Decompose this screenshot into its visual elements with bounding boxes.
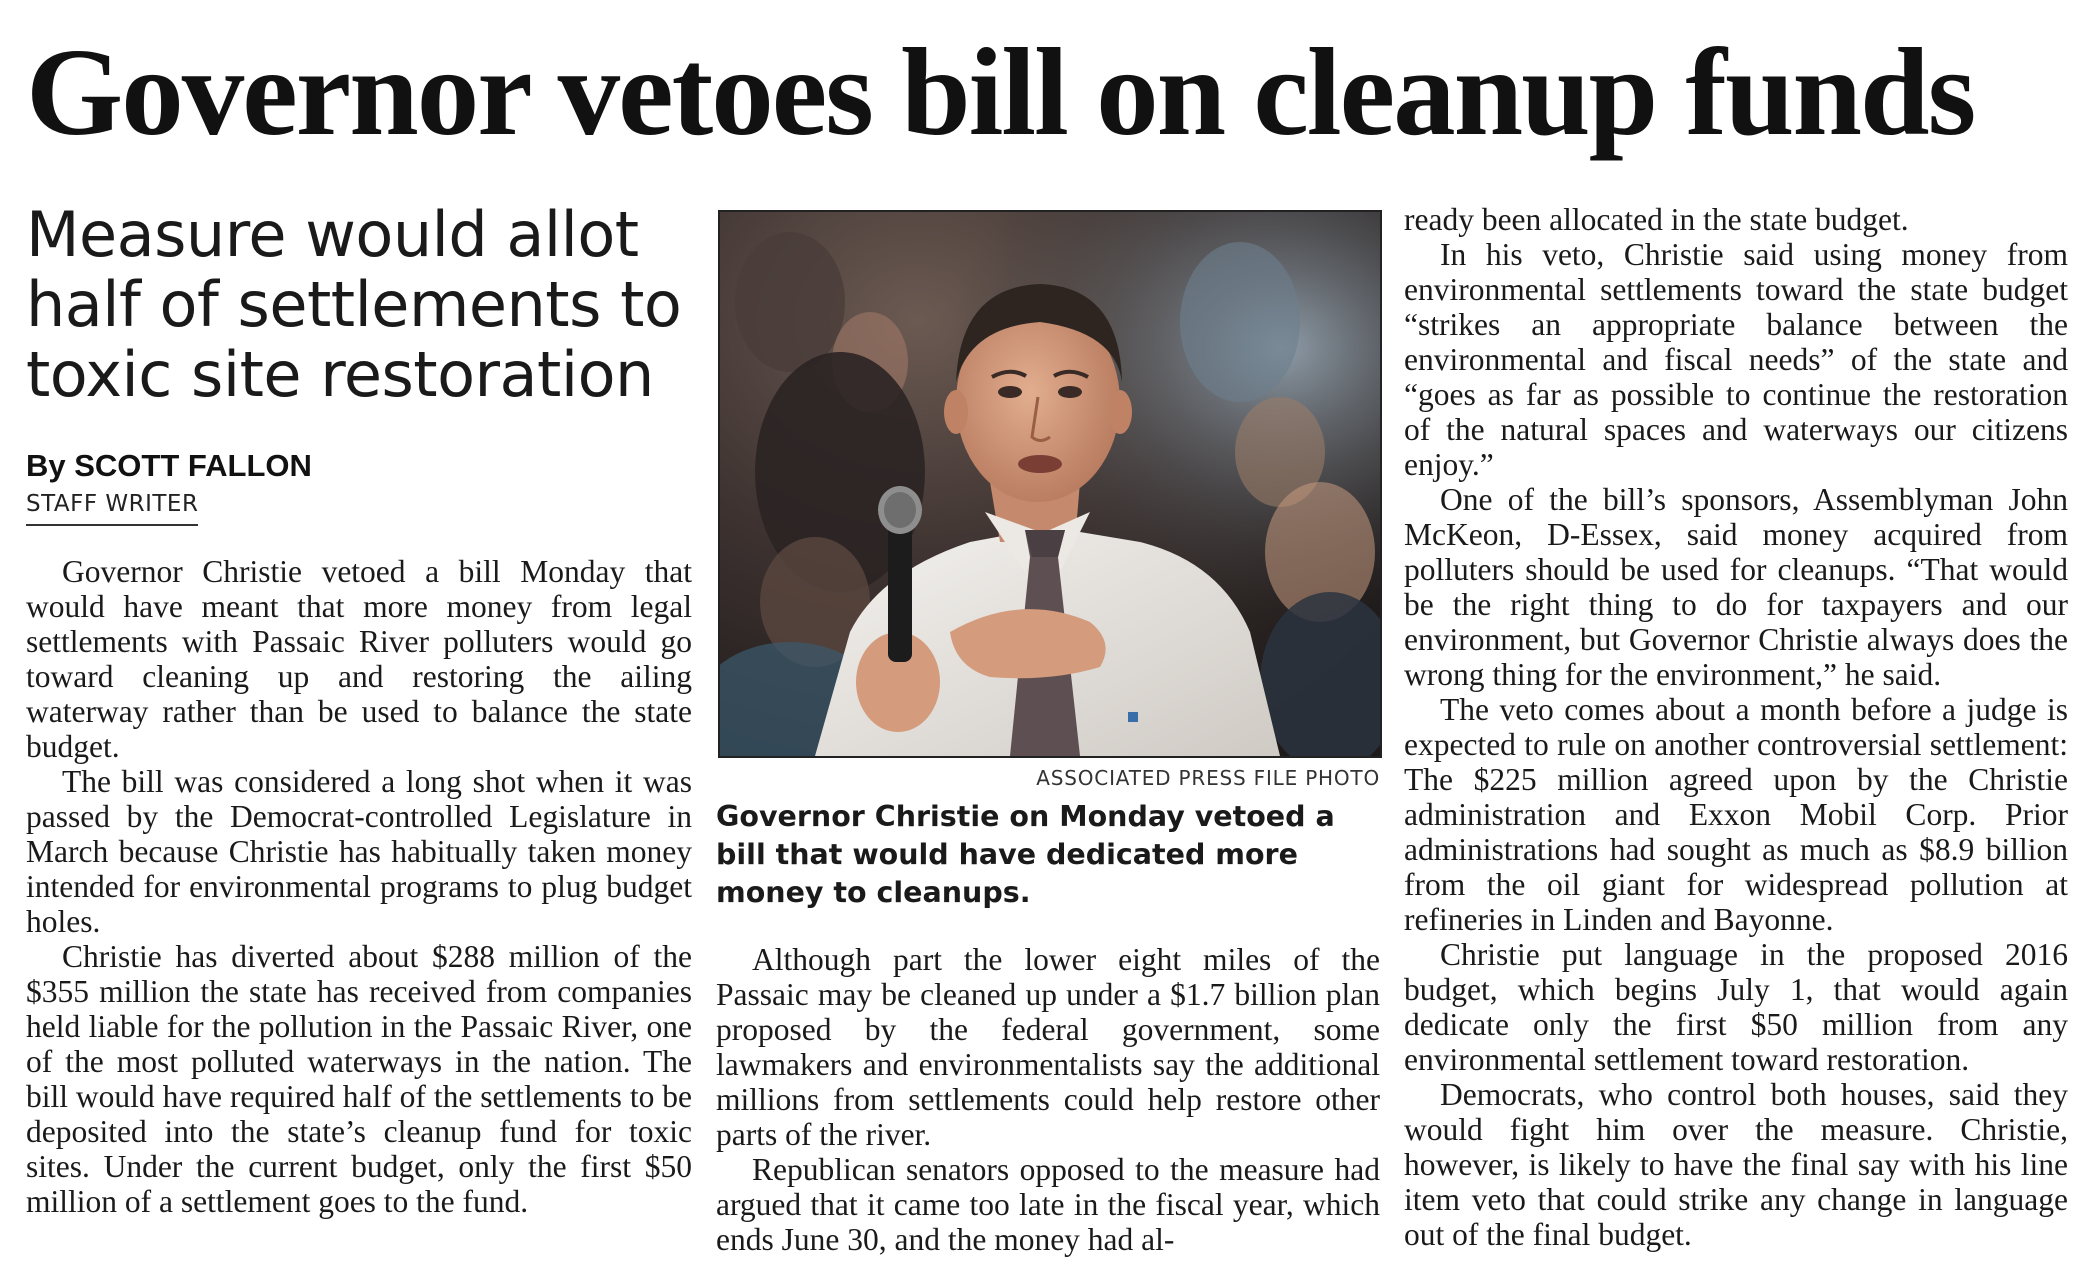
paragraph: Although part the lower eight miles of the Passaic may be cleaned up under a $1.7 billion plan proposed by the federal government, some lawmakers and environmentalists say the additional millions from settlements could help restore other parts of the river. — [716, 942, 1380, 1152]
paragraph: One of the bill’s sponsors, Assemblyman John McKeon, D-Essex, said money acquired from polluters should be used for cleanups. “That would be the right thing to do for taxpayers and our environment, but Governor Christie always does the wrong thing for the environment,” he said. — [1404, 482, 2068, 692]
byline-author: By SCOTT FALLON — [26, 448, 312, 483]
news-photo — [718, 210, 1382, 758]
deck-subheadline: Measure would allot half of settlements to toxic site restoration — [26, 198, 682, 411]
paragraph: Republican senators opposed to the measure had argued that it came too late in the fiscal year, which ends June 30, and the money had al- — [716, 1152, 1380, 1257]
paragraph: Christie has diverted about $288 million of the $355 million the state has received from companies held liable for the pollution in the Passaic River, one of the most polluted waterways in the nation. The bill would have required half of the settlements to be deposited into the state’s cleanup fund for toxic sites. Under the current budget, only the first $50 million of a settlement goes to the fund. — [26, 939, 692, 1219]
paragraph: In his veto, Christie said using money from environmental settlements toward the state budget “strikes an appropriate balance between the environmental and fiscal needs” of the state and “goes as far as possible to continue the restoration of the natural spaces and waterways our citizens enjoy.” — [1404, 237, 2068, 482]
paragraph-continued: ready been allocated in the state budget. — [1404, 202, 1909, 237]
paragraph: The bill was considered a long shot when it was passed by the Democrat-controlled Legislature in March because Christie has habitually taken money intended for environmental programs to plug budget holes. — [26, 764, 692, 939]
headline: Governor vetoes bill on cleanup funds — [26, 24, 1975, 162]
photo-illustration — [720, 212, 1380, 756]
article-column-2 — [716, 942, 1380, 1257]
paragraph: Democrats, who control both houses, said they would fight him over the measure. Christie, however, is likely to have the final say with his line item veto that could strike any change in language out of the final budget. — [1404, 1077, 2068, 1252]
article-column-3 — [1404, 202, 2068, 1252]
photo-credit: ASSOCIATED PRESS FILE PHOTO — [1036, 766, 1380, 790]
paragraph: Governor Christie vetoed a bill Monday that would have meant that more money from legal settlements with Passaic River polluters would go toward cleaning up and restoring the ailing waterway rather than be used to balance the state budget. — [26, 554, 692, 764]
paragraph: The veto comes about a month before a judge is expected to rule on another controversial settlement: The $225 million agreed upon by the Christie administration and Exxon Mobil Corp. Prior administrations had sought as much as $8.9 billion from the oil giant for widespread pollution at refineries in Linden and Bayonne. — [1404, 692, 2068, 937]
photo-caption: Governor Christie on Monday vetoed a bill that would have dedicated more money to cleanups. — [716, 800, 1335, 909]
article-column-1 — [26, 554, 692, 1219]
byline-role: STAFF WRITER — [26, 490, 198, 526]
paragraph: Christie put language in the proposed 2016 budget, which begins July 1, that would again dedicate only the first $50 million from any environmental settlement toward restoration. — [1404, 937, 2068, 1077]
